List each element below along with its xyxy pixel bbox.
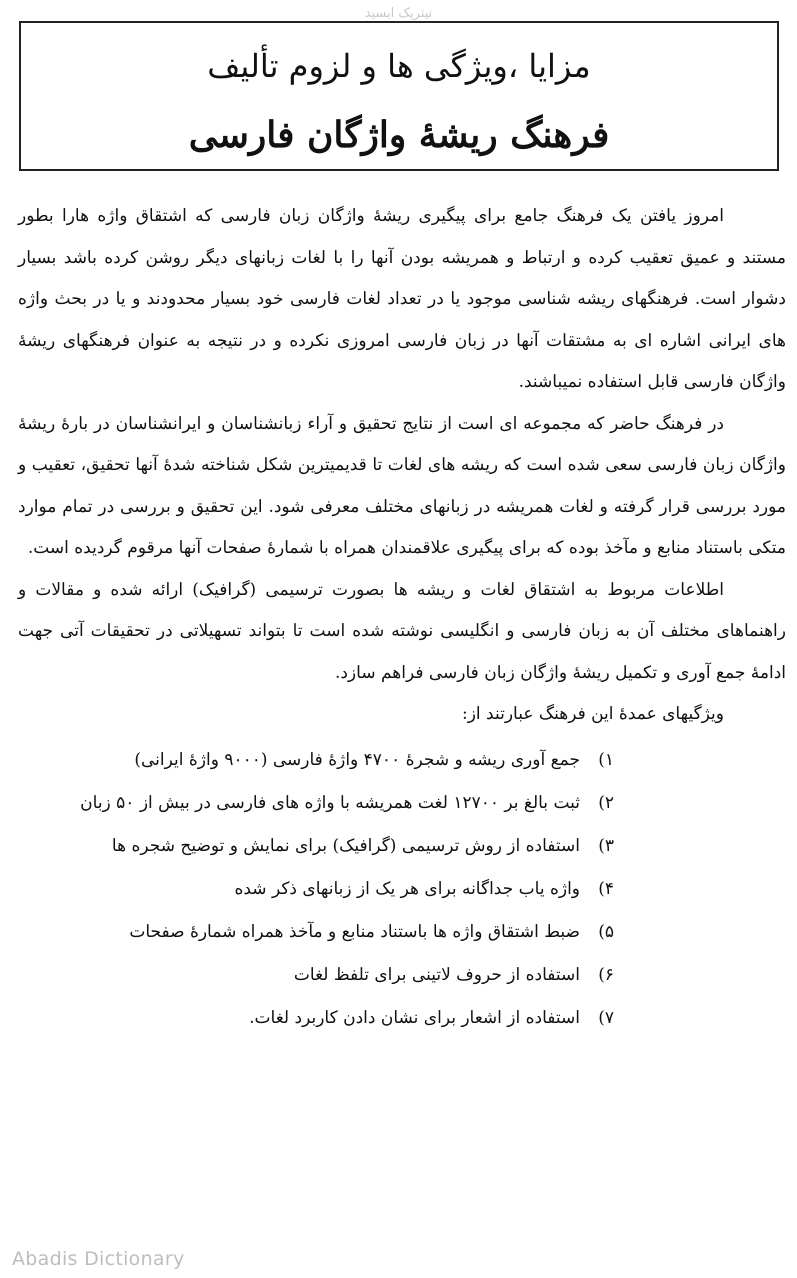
list-item-number: ۱) — [598, 749, 614, 770]
list-item — [18, 954, 786, 997]
list-item-number: ۲) — [598, 792, 614, 813]
title-line-2: فرهنگ ریشهٔ واژگان فارسی — [188, 114, 610, 156]
list-item-number: ۶) — [598, 964, 614, 985]
features-intro: ویژگیهای عمدهٔ این فرهنگ عبارتند از: — [461, 704, 724, 724]
document-body — [18, 196, 786, 1040]
paragraph-1: امروز یافتن یک فرهنگ جامع برای پیگیری ریشهٔ واژگان زبان فارسی که اشتقاق واژه هارا بطور مستند و عمیق تعقیب کرده و ارتباط و همریشه بودن آنها را با لغات زبانهای دیگر روشن کرده باشد بسیار دشوار است. فرهنگهای ریشه شناسی موجود یا در تعداد لغات فارسی خود بسیار محدودند و یا در بحث واژه های ایرانی اشاره ای به مشتقات آنها در زبان فارسی امروزی نکرده و در نتیجه به عنوان فرهنگهای ریشهٔ واژگان فارسی قابل استفاده نمیباشند. — [18, 206, 786, 392]
list-item-number: ۷) — [598, 1007, 614, 1028]
watermark-top: نیترپک ابسید — [364, 6, 433, 21]
list-item-text: استفاده از حروف لاتینی برای تلفظ لغات — [293, 964, 580, 985]
paragraph-3: اطلاعات مربوط به اشتقاق لغات و ریشه ها بصورت ترسیمی (گرافیک) ارائه شده و مقالات و راهنماهای مختلف آن به زبان فارسی و انگلیسی نوشته شده است تا بتواند تسهیلاتی در تحقیقات آتی جهت ادامهٔ جمع آوری و تکمیل ریشهٔ واژگان زبان فارسی فراهم سازد. — [18, 579, 786, 683]
list-item-text: استفاده از اشعار برای نشان دادن کاربرد لغات. — [249, 1007, 580, 1028]
list-item-number: ۳) — [598, 835, 614, 856]
list-item-text: ضبط اشتقاق واژه ها باستناد منابع و مآخذ همراه شمارهٔ صفحات — [129, 921, 580, 942]
list-item-text: ثبت بالغ بر ۱۲۷۰۰ لغت همریشه با واژه های فارسی در بیش از ۵۰ زبان — [80, 792, 580, 813]
paragraph-2: در فرهنگ حاضر که مجموعه ای است از نتایج تحقیق و آراء زبانشناسان و ایرانشناسان در بارهٔ ریشهٔ واژگان زبان فارسی سعی شده است که ریشه های لغات تا قدیمیترین شکل شناخته شدهٔ آنها تحقیق، تعقیب و مورد بررسی قرار گرفته و لغات همریشه در زبانهای مختلف معرفی شود. این تحقیق و بررسی در تمام موارد متکی باستناد منابع و مآخذ بوده که برای پیگیری علاقمندان همراه با شمارهٔ صفحات آنها مرقوم گردیده است. — [18, 413, 786, 558]
list-item — [18, 782, 786, 825]
list-item — [18, 825, 786, 868]
list-item-number: ۴) — [598, 878, 614, 899]
watermark-bottom: Abadis Dictionary — [12, 1248, 185, 1270]
list-item-text: جمع آوری ریشه و شجرهٔ ۴۷۰۰ واژهٔ فارسی (۹۰۰۰ واژهٔ ایرانی) — [134, 749, 580, 770]
title-box — [19, 21, 779, 171]
list-item — [18, 997, 786, 1040]
list-item-text: استفاده از روش ترسیمی (گرافیک) برای نمایش و توضیح شجره ها — [111, 835, 580, 856]
list-item-number: ۵) — [598, 921, 614, 942]
list-item — [18, 911, 786, 954]
list-item — [18, 868, 786, 911]
features-list — [18, 739, 786, 1040]
title-line-1: مزایا ،ویژگی ها و لزوم تألیف — [207, 47, 591, 85]
list-item — [18, 739, 786, 782]
list-item-text: واژه یاب جداگانه برای هر یک از زبانهای ذکر شده — [234, 878, 580, 899]
